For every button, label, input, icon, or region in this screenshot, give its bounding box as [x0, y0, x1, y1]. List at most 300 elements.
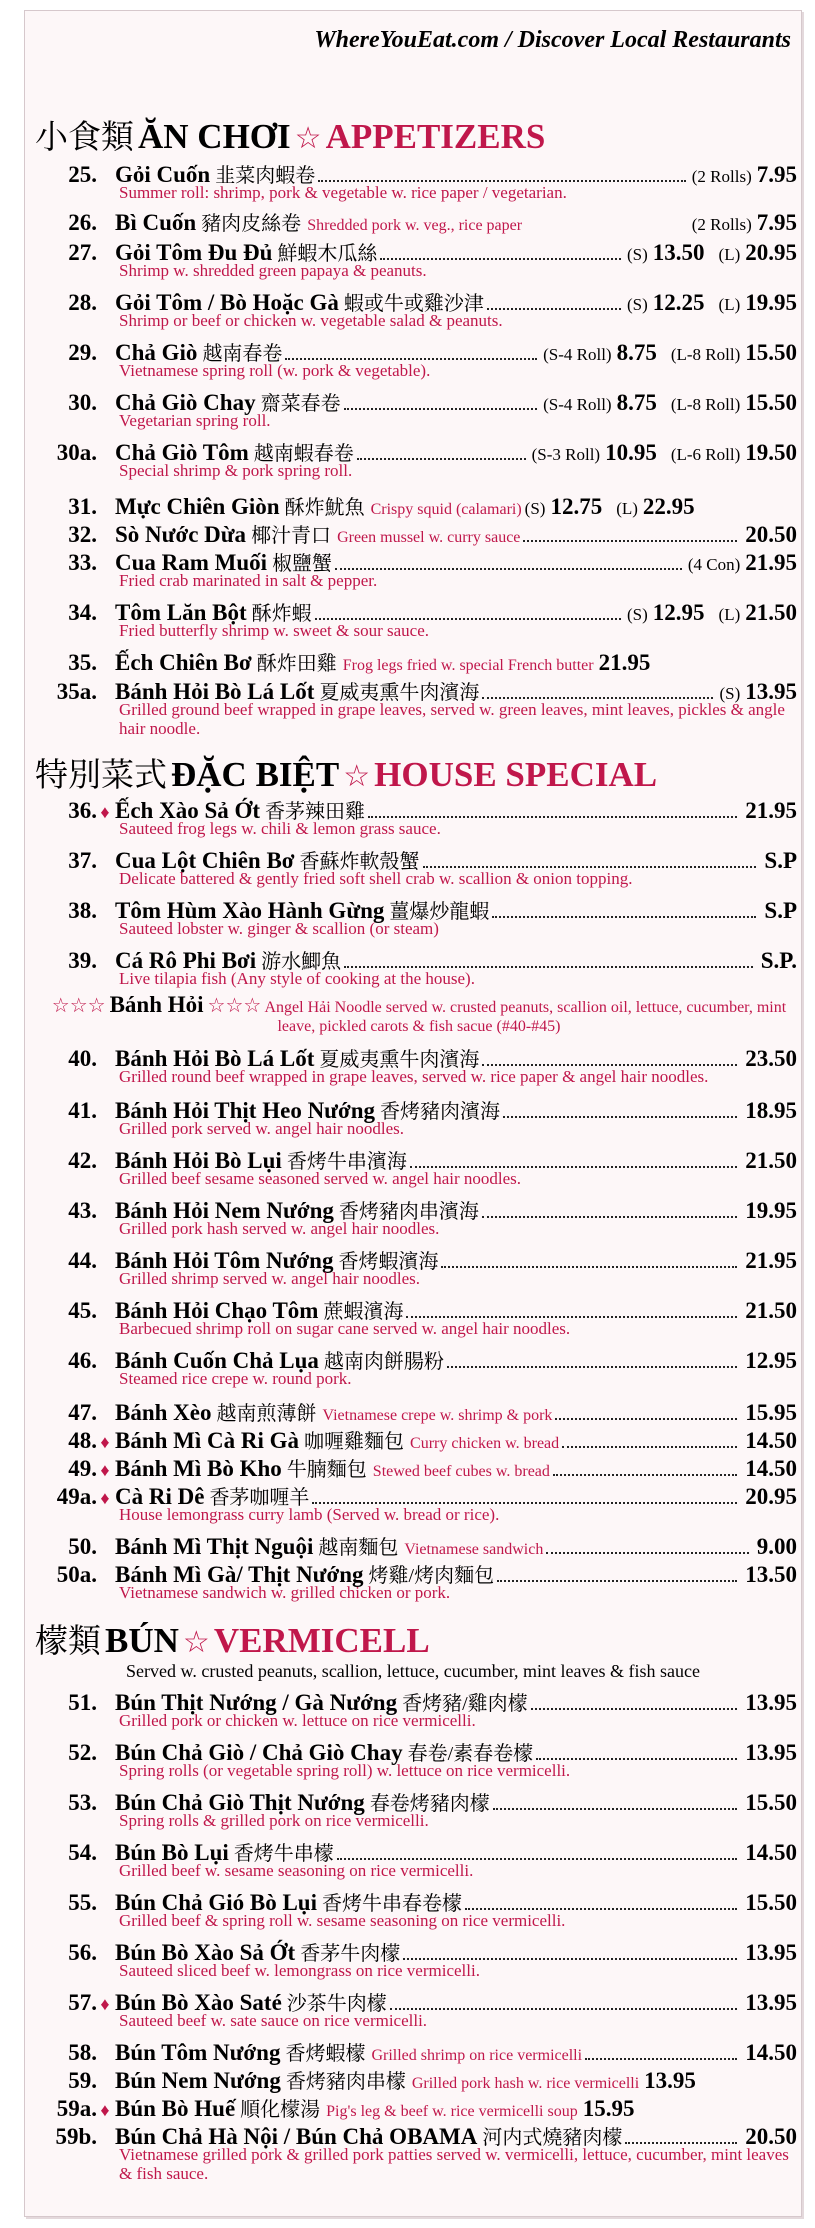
menu-item: [31, 437, 797, 480]
item-note: Vietnamese sandwich: [404, 1541, 544, 1558]
item-name: Bún Chả Hà Nội / Bún Chả OBAMA: [115, 2124, 478, 2149]
item-price: 18.95: [745, 1098, 797, 1123]
item-chinese: 春卷/素春卷檬: [407, 1743, 534, 1765]
item-name: Bún Thịt Nướng / Gà Nướng: [115, 1690, 398, 1715]
leader-dots: [368, 816, 737, 818]
section-header-appetizers: [35, 111, 795, 158]
item-chinese: 越南蝦春卷: [253, 443, 354, 465]
item-chinese: 春卷烤豬肉檬: [369, 1793, 490, 1815]
item-description: Grilled beef w. sesame seasoning on rice vermicelli.: [119, 1861, 474, 1880]
item-description: Steamed rice crepe w. round pork.: [119, 1369, 352, 1388]
item-name: Bún Bò Huế: [115, 2096, 236, 2121]
item-chinese: 香烤牛串濱海: [286, 1151, 407, 1173]
intro-text: Angel Hải Noodle served w. crusted peanuts, scallion oil, lettuce, cucumber, mint leave, pickled carots & fish sacue (#40-#45): [264, 999, 787, 1035]
section-header-vermicelli: [35, 1615, 795, 1662]
item-price: 15.95: [582, 2096, 635, 2121]
vermicelli-served-note: Served w. crusted peanuts, scallion, lettuce, cucumber, mint leaves & fish sauce: [126, 1661, 700, 1681]
item-price: 13.95: [745, 1940, 797, 1965]
item-chinese: 越南煎薄餅: [216, 1403, 317, 1425]
menu-item: [31, 597, 797, 640]
item-description: Summer roll: shrimp, pork & vegetable w. rice paper / vegetarian.: [119, 183, 567, 202]
item-name: Bánh Mì Thịt Nguội: [115, 1534, 314, 1559]
item-description: Grilled pork hash served w. angel hair noodles.: [119, 1219, 440, 1238]
menu-item: [31, 1837, 797, 1880]
item-price: 21.50: [745, 1148, 797, 1173]
item-price: 14.50: [745, 1840, 797, 1865]
menu-item: [31, 1345, 797, 1388]
item-name: Chả Giò: [115, 340, 198, 365]
item-chinese: 薑爆炒龍蝦: [389, 901, 490, 923]
menu-item: [31, 1245, 797, 1288]
leader-dots: [482, 1064, 737, 1066]
stars-icon: ☆☆☆: [51, 995, 106, 1017]
banh-hoi-intro: [47, 992, 791, 1036]
item-size: (L): [718, 245, 741, 264]
chili-pepper-icon: ♦: [100, 802, 110, 822]
item-name: Bánh Mì Cà Ri Gà: [115, 1428, 300, 1453]
item-name: Bánh Xèo: [115, 1400, 212, 1425]
item-price: 21.50: [745, 600, 797, 625]
item-size: (S-4 Roll): [543, 345, 612, 364]
leader-dots: [531, 1708, 738, 1710]
menu-item: [31, 2065, 797, 2095]
item-chinese: 順化檬湯: [240, 2099, 321, 2121]
item-chinese: 香烤豬/雞肉檬: [402, 1693, 528, 1715]
leader-dots: [503, 1116, 737, 1118]
item-number: 25.: [68, 162, 97, 187]
item-number: 27.: [68, 240, 97, 265]
menu-item: [31, 547, 797, 590]
menu-item: [31, 2037, 797, 2067]
item-size: (L-6 Roll): [670, 445, 741, 464]
leader-dots: [441, 1266, 737, 1268]
leader-dots: [285, 358, 537, 360]
item-description: Barbecued shrimp roll on sugar cane served w. angel hair noodles.: [119, 1319, 571, 1338]
section-vi: ĂN CHƠI: [138, 117, 291, 156]
item-chinese: 椒鹽蟹: [272, 553, 333, 575]
menu-item: [31, 237, 797, 280]
item-number: 48.: [68, 1428, 97, 1453]
item-name: Bánh Hỏi Thịt Heo Nướng: [115, 1098, 376, 1123]
item-name: Gỏi Tôm / Bò Hoặc Gà: [115, 290, 339, 315]
menu-item: [31, 1887, 797, 1930]
menu-item: [31, 1195, 797, 1238]
item-number: 34.: [68, 600, 97, 625]
item-number: 30a.: [56, 440, 97, 465]
item-size: (S-3 Roll): [531, 445, 601, 464]
item-chinese: 越南麵包: [318, 1537, 399, 1559]
item-number: 26.: [68, 210, 97, 235]
leader-dots: [403, 1958, 737, 1960]
item-number: 53.: [68, 1790, 97, 1815]
section-vi: ĐẶC BIỆT: [171, 755, 340, 794]
section-en: VERMICELL: [213, 1621, 430, 1660]
item-name: Bánh Mì Bò Kho: [115, 1456, 282, 1481]
item-note: Grilled pork hash w. rice vermicelli: [411, 2075, 640, 2092]
menu-item: [31, 1559, 797, 1602]
leader-dots: [318, 180, 686, 182]
item-price: 13.50: [652, 240, 705, 265]
item-description: Vietnamese spring roll (w. pork & vegetable).: [119, 361, 431, 380]
intro-title: Bánh Hỏi: [109, 992, 204, 1017]
leader-dots: [447, 1366, 737, 1368]
item-price: 19.50: [745, 440, 797, 465]
item-name: Bánh Hỏi Chạo Tôm: [115, 1298, 319, 1323]
item-chinese: 蝦或牛或雞沙津: [343, 293, 484, 315]
item-chinese: 齋菜春卷: [260, 393, 341, 415]
item-chinese: 椰汁青口: [251, 525, 332, 547]
item-price: 20.50: [745, 522, 797, 547]
item-name: Cua Lột Chiên Bơ: [115, 848, 295, 873]
item-number: 59a.: [56, 2096, 97, 2121]
leader-dots: [406, 1316, 737, 1318]
section-header-house-special: [35, 749, 795, 796]
item-price: 15.50: [745, 1790, 797, 1815]
menu-item: [31, 2093, 797, 2123]
menu-item: [31, 895, 797, 938]
item-chinese: 香茅辣田雞: [265, 801, 366, 823]
item-description: Shrimp w. shredded green papaya & peanuts.: [119, 261, 427, 280]
item-description: Vietnamese grilled pork & grilled pork patties served w. vermicelli, lettuce, cucumber, mint leaves & fish sauce.: [119, 2145, 789, 2183]
menu-item: [31, 1145, 797, 1188]
item-name: Bún Chả Giò Thịt Nướng: [115, 1790, 365, 1815]
item-price: 14.50: [745, 2040, 797, 2065]
item-price: 7.95: [756, 162, 797, 187]
leader-dots: [390, 2008, 737, 2010]
leader-dots: [357, 458, 526, 460]
leader-dots: [625, 2142, 737, 2144]
item-description: Fried butterfly shrimp w. sweet & sour sauce.: [119, 621, 430, 640]
item-name: Bánh Hỏi Bò Lụi: [115, 1148, 282, 1173]
item-description: Delicate battered & gently fried soft shell crab w. scallion & onion topping.: [119, 869, 633, 888]
stars-icon: ☆☆☆: [207, 995, 262, 1017]
item-price: 13.95: [745, 1990, 797, 2015]
item-price: 21.95: [598, 650, 651, 675]
leader-dots: [482, 697, 713, 699]
item-name: Bún Bò Xào Saté: [115, 1990, 282, 2015]
item-name: Sò Nước Dừa: [115, 522, 247, 547]
item-note: Shredded pork w. veg., rice paper: [307, 217, 523, 234]
item-chinese: 酥炸蝦: [251, 603, 312, 625]
item-size: (L-8 Roll): [670, 345, 741, 364]
item-price: 20.50: [745, 2124, 797, 2149]
item-price: 15.50: [745, 390, 797, 415]
item-name: Chả Giò Chay: [115, 390, 256, 415]
item-price: S.P.: [760, 948, 797, 973]
item-name: Bánh Hỏi Bò Lá Lốt: [115, 679, 315, 704]
leader-dots: [380, 258, 621, 260]
item-size: (2 Rolls): [691, 215, 752, 234]
item-chinese: 香烤蝦濱海: [338, 1251, 439, 1273]
item-chinese: 夏威夷熏牛肉濱海: [319, 682, 480, 704]
item-price: 9.00: [756, 1534, 797, 1559]
item-name: Gỏi Cuốn: [115, 162, 211, 187]
item-number: 32.: [68, 522, 97, 547]
item-name: Mực Chiên Giòn: [115, 494, 280, 519]
item-chinese: 河内式燒豬肉檬: [482, 2127, 623, 2149]
item-chinese: 烤雞/烤肉麵包: [368, 1565, 495, 1587]
menu-item: [31, 1531, 797, 1561]
item-price: S.P: [764, 848, 797, 873]
item-number: 59.: [68, 2068, 97, 2093]
item-description: Sauteed beef w. sate sauce on rice vermicelli.: [119, 2011, 428, 2030]
leader-dots: [482, 1216, 737, 1218]
item-chinese: 咖喱雞麵包: [304, 1431, 405, 1453]
item-price: 20.95: [745, 1484, 797, 1509]
item-number: 37.: [68, 848, 97, 873]
leader-dots: [344, 966, 753, 968]
item-description: Grilled pork or chicken w. lettuce on rice vermicelli.: [119, 1711, 476, 1730]
menu-item: [31, 1425, 797, 1455]
star-icon: ☆: [294, 122, 322, 155]
section-en: HOUSE SPECIAL: [374, 755, 658, 794]
menu-item: [31, 1481, 797, 1524]
item-description: Sauteed sliced beef w. lemongrass on rice vermicelli.: [119, 1961, 480, 1980]
menu-item: [31, 1687, 797, 1730]
item-size: (S): [719, 684, 741, 703]
item-description: Grilled beef sesame seasoned served w. angel hair noodles.: [119, 1169, 522, 1188]
item-number: 55.: [68, 1890, 97, 1915]
item-note: Pig's leg & beef w. rice vermicelli soup: [326, 2103, 578, 2120]
leader-dots: [555, 1418, 737, 1420]
item-number: 33.: [68, 550, 97, 575]
item-note: Curry chicken w. bread: [410, 1435, 560, 1452]
item-name: Bún Tôm Nướng: [115, 2040, 281, 2065]
item-number: 46.: [68, 1348, 97, 1373]
item-note: Crispy squid (calamari): [370, 501, 522, 518]
item-description: Spring rolls (or vegetable spring roll) w. lettuce on rice vermicelli.: [119, 1761, 571, 1780]
leader-dots: [312, 1502, 737, 1504]
item-description: Spring rolls & grilled pork on rice vermicelli.: [119, 1811, 429, 1830]
menu-item: [31, 1397, 797, 1427]
item-name: Bánh Mì Gà/ Thịt Nướng: [115, 1562, 364, 1587]
item-name: Gỏi Tôm Đu Đủ: [115, 240, 273, 265]
item-price: 23.50: [745, 1046, 797, 1071]
item-name: Ếch Chiên Bơ: [115, 650, 252, 675]
menu-item: [31, 1043, 797, 1086]
item-number: 54.: [68, 1840, 97, 1865]
menu-item: [31, 159, 797, 202]
item-size: (S-4 Roll): [543, 395, 612, 414]
item-name: Bánh Hỏi Nem Nướng: [115, 1198, 334, 1223]
item-number: 57.: [68, 1990, 97, 2015]
item-price: 13.95: [745, 1740, 797, 1765]
chili-pepper-icon: ♦: [100, 1488, 110, 1508]
item-price: 15.95: [745, 1400, 797, 1425]
item-chinese: 游水鯽魚: [261, 951, 342, 973]
item-price: 12.95: [745, 1348, 797, 1373]
item-name: Bún Bò Lụi: [115, 1840, 229, 1865]
item-chinese: 香茅咖喱羊: [209, 1487, 310, 1509]
item-description: Grilled round beef wrapped in grape leaves, served w. rice paper & angel hair noodles.: [119, 1067, 709, 1086]
menu-item: [31, 647, 797, 677]
item-price: 8.75: [616, 340, 657, 365]
item-number: 50a.: [56, 1562, 97, 1587]
item-description: Grilled pork served w. angel hair noodles.: [119, 1119, 404, 1138]
section-zh: 小食類: [35, 120, 134, 156]
item-number: 28.: [68, 290, 97, 315]
item-price: 19.95: [745, 290, 797, 315]
chili-pepper-icon: ♦: [100, 1994, 110, 2014]
leader-dots: [523, 540, 737, 542]
leader-dots: [585, 2058, 737, 2060]
chili-pepper-icon: ♦: [100, 1432, 110, 1452]
item-description: Grilled beef & spring roll w. sesame seasoning on rice vermicelli.: [119, 1911, 566, 1930]
item-number: 47.: [68, 1400, 97, 1425]
item-number: 51.: [68, 1690, 97, 1715]
item-chinese: 香烤豬肉串濱海: [338, 1201, 479, 1223]
item-price: 10.95: [605, 440, 657, 465]
menu-item: [31, 1295, 797, 1338]
item-note: Green mussel w. curry sauce: [337, 529, 521, 546]
item-name: Bánh Hỏi Bò Lá Lốt: [115, 1046, 315, 1071]
menu-item: [31, 1453, 797, 1483]
item-price: 20.95: [745, 240, 797, 265]
leader-dots: [553, 1474, 737, 1476]
section-en: APPETIZERS: [325, 117, 546, 156]
item-name: Cà Ri Dê: [115, 1484, 205, 1509]
menu-item: [31, 676, 797, 738]
leader-dots: [410, 1166, 737, 1168]
item-name: Bì Cuốn: [115, 210, 197, 235]
item-price: 7.95: [756, 210, 797, 235]
item-chinese: 韭菜肉蝦卷: [215, 165, 316, 187]
item-number: 36.: [68, 798, 97, 823]
item-price: 21.50: [745, 1298, 797, 1323]
item-chinese: 蔗蝦濱海: [323, 1301, 404, 1323]
menu-item: [31, 1987, 797, 2030]
item-chinese: 香烤豬肉濱海: [380, 1101, 501, 1123]
item-chinese: 越南春卷: [202, 343, 283, 365]
item-name: Tôm Lăn Bột: [115, 600, 247, 625]
item-number: 35.: [68, 650, 97, 675]
item-size: (S): [627, 605, 648, 624]
item-name: Cua Ram Muối: [115, 550, 268, 575]
item-price: 21.95: [745, 798, 797, 823]
item-chinese: 沙茶牛肉檬: [286, 1993, 387, 2015]
item-name: Bún Bò Xào Sả Ớt: [115, 1940, 296, 1965]
item-number: 40.: [68, 1046, 97, 1071]
item-chinese: 酥炸田雞: [256, 653, 337, 675]
menu-item: [31, 795, 797, 838]
item-number: 35a.: [56, 679, 97, 704]
leader-dots: [536, 1758, 737, 1760]
item-number: 41.: [68, 1098, 97, 1123]
site-banner[interactable]: WhereYouEat.com / Discover Local Restaurants: [314, 27, 791, 53]
item-price: 21.95: [745, 550, 797, 575]
item-chinese: 香烤蝦檬: [285, 2043, 366, 2065]
item-name: Bún Chả Giò / Chả Giò Chay: [115, 1740, 403, 1765]
leader-dots: [337, 1858, 737, 1860]
item-price: 12.75: [550, 494, 603, 519]
leader-dots: [335, 568, 682, 570]
menu-item: [31, 207, 797, 237]
item-chinese: 鮮蝦木瓜絲: [277, 243, 378, 265]
item-price: 13.95: [745, 1690, 797, 1715]
item-chinese: 酥炸魷魚: [284, 497, 365, 519]
item-number: 52.: [68, 1740, 97, 1765]
menu-item: [31, 519, 797, 549]
leader-dots: [344, 408, 538, 410]
item-description: Vietnamese sandwich w. grilled chicken or pork.: [119, 1583, 451, 1602]
item-price: 12.95: [652, 600, 705, 625]
section-vi: BÚN: [105, 1621, 179, 1660]
menu-item: [31, 491, 797, 521]
leader-dots: [493, 1808, 737, 1810]
item-chinese: 越南肉餅腸粉: [323, 1351, 444, 1373]
item-chinese: 牛腩麵包: [286, 1459, 367, 1481]
item-number: 30.: [68, 390, 97, 415]
item-price: 12.25: [652, 290, 705, 315]
item-note: Vietnamese crepe w. shrimp & pork: [322, 1407, 553, 1424]
leader-dots: [497, 1580, 737, 1582]
item-size: (S): [627, 295, 648, 314]
section-zh: 特別菜式: [35, 758, 167, 794]
item-number: 45.: [68, 1298, 97, 1323]
leader-dots: [487, 308, 621, 310]
item-description: House lemongrass curry lamb (Served w. bread or rice).: [119, 1505, 500, 1524]
item-chinese: 香蘇炸軟殼蟹: [299, 851, 420, 873]
item-name: Bún Nem Nướng: [115, 2068, 281, 2093]
item-name: Bánh Hỏi Tôm Nướng: [115, 1248, 334, 1273]
item-number: 49a.: [56, 1484, 97, 1509]
menu-item: [31, 1095, 797, 1138]
item-number: 59b.: [55, 2124, 97, 2149]
item-number: 56.: [68, 1940, 97, 1965]
leader-dots: [465, 1908, 737, 1910]
item-size: (4 Con): [687, 555, 741, 574]
item-description: Live tilapia fish (Any style of cooking at the house).: [119, 969, 475, 988]
item-chinese: 夏威夷熏牛肉濱海: [319, 1049, 480, 1071]
chili-pepper-icon: ♦: [100, 1460, 110, 1480]
item-name: Ếch Xào Sả Ớt: [115, 798, 261, 823]
item-price: 22.95: [642, 494, 695, 519]
item-description: Sauteed frog legs w. chili & lemon grass sauce.: [119, 819, 441, 838]
item-size: (L): [616, 499, 638, 518]
menu-item: [31, 387, 797, 430]
menu-item: [31, 287, 797, 330]
item-note: Grilled shrimp on rice vermicelli: [371, 2047, 583, 2064]
item-price: 19.95: [745, 1198, 797, 1223]
item-price: 15.50: [745, 340, 797, 365]
leader-dots: [562, 1446, 737, 1448]
item-name: Bánh Cuốn Chả Lụa: [115, 1348, 319, 1373]
item-chinese: 香烤牛串春卷檬: [321, 1893, 462, 1915]
menu-item: [31, 1787, 797, 1830]
item-number: 39.: [68, 948, 97, 973]
star-icon: ☆: [343, 760, 371, 793]
menu-item: [31, 945, 797, 988]
section-zh: 檬類: [35, 1624, 101, 1660]
item-number: 42.: [68, 1148, 97, 1173]
item-size: (L-8 Roll): [670, 395, 741, 414]
item-price: S.P: [764, 898, 797, 923]
item-description: Sauteed lobster w. ginger & scallion (or steam): [119, 919, 439, 938]
item-number: 50.: [68, 1534, 97, 1559]
item-price: 21.95: [745, 1248, 797, 1273]
item-chinese: 香茅牛肉檬: [300, 1943, 401, 1965]
item-chinese: 香烤豬肉串檬: [285, 2071, 406, 2093]
item-price: 8.75: [616, 390, 657, 415]
item-description: Shrimp or beef or chicken w. vegetable salad & peanuts.: [119, 311, 503, 330]
menu-item: [31, 337, 797, 380]
item-description: Grilled ground beef wrapped in grape leaves, served w. green leaves, mint leaves, pickles & angle hair noodle.: [119, 700, 785, 738]
star-icon: ☆: [182, 1626, 210, 1659]
leader-dots: [492, 916, 756, 918]
menu-item: [31, 1737, 797, 1780]
item-note: Frog legs fried w. special French butter: [342, 657, 594, 674]
menu-item: [31, 2121, 797, 2183]
